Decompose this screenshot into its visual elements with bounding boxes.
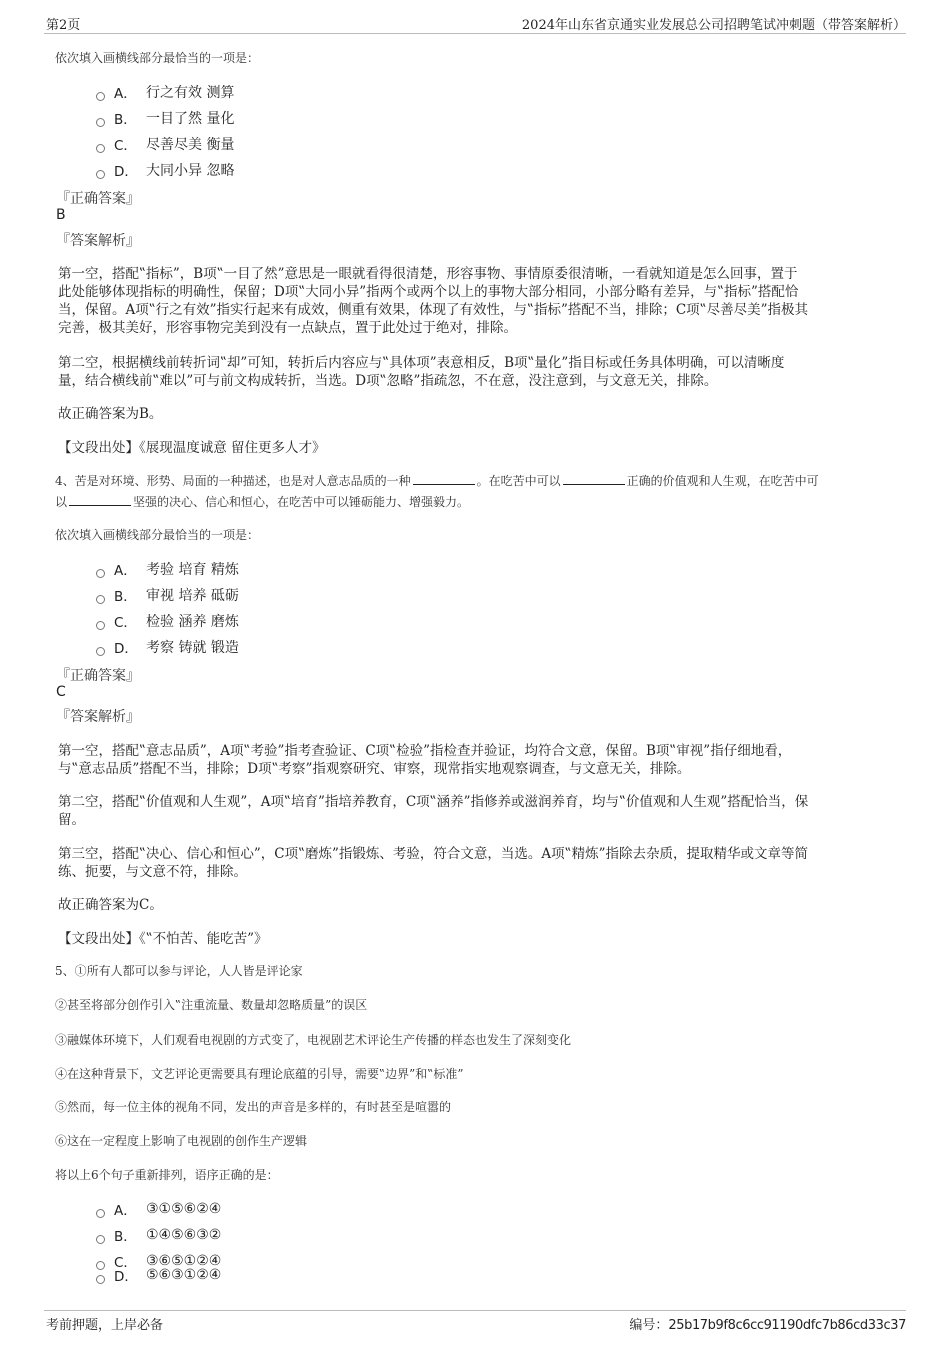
radio-icon[interactable] xyxy=(96,569,105,578)
q3-option-b[interactable]: B． 一目了然 量化 xyxy=(96,108,234,128)
radio-icon[interactable] xyxy=(96,621,105,630)
q3-option-d[interactable]: D． 大同小异 忽略 xyxy=(96,160,234,180)
radio-icon[interactable] xyxy=(96,1209,105,1218)
q3-conclusion: 故正确答案为B。 xyxy=(58,406,163,422)
q5-option-d[interactable]: D． ⑤⑥③①②④ xyxy=(96,1265,221,1285)
q4-answer: C xyxy=(56,684,66,700)
q4-analysis-line: 第三空，搭配‟决心、信心和恒心”，C项‟磨炼”指锻炼、考验，符合文意，当选。A项‟精炼”指除去杂质，提取精华或文章等简 xyxy=(58,846,808,862)
q3-answer-label: 『正确答案』 xyxy=(56,191,140,207)
q4-analysis-line: 第二空，搭配‟价值观和人生观”，A项‟培育”指培养教育，C项‟涵养”指修养或滋润养育，均与‟价值观和人生观”搭配恰当，保 xyxy=(58,794,809,810)
q4-option-c[interactable]: C． 检验 涵养 磨炼 xyxy=(96,611,239,631)
radio-icon[interactable] xyxy=(96,144,105,153)
footer-rule xyxy=(44,1310,906,1311)
q5-option-a[interactable]: A． ③①⑤⑥②④ xyxy=(96,1199,221,1219)
q4-analysis-line: 与‟意志品质”搭配不当，排除；D项‟考察”指观察研究、审察，现常指实地观察调查，与文意无关，排除。 xyxy=(58,761,691,777)
q5-prompt: 将以上6个句子重新排列，语序正确的是： xyxy=(55,1168,279,1182)
q4-analysis-label: 『答案解析』 xyxy=(56,709,140,725)
q3-prompt: 依次填入画横线部分最恰当的一项是： xyxy=(55,51,260,65)
q5-sentence: ②甚至将部分创作引入‟注重流量、数量却忽略质量”的误区 xyxy=(55,998,368,1012)
q4-analysis-line: 留。 xyxy=(58,812,85,828)
q5-sentence: ③融媒体环境下，人们观看电视剧的方式变了，电视剧艺术评论生产传播的样态也发生了深刻变化 xyxy=(55,1033,572,1047)
q4-prompt: 依次填入画横线部分最恰当的一项是： xyxy=(55,528,260,542)
q3-analysis-line: 当，保留。A项‟行之有效”指实行起来有成效，侧重有效果，体现了有效性，与‟指标”搭配不当，排除；C项‟尽善尽美”指极其 xyxy=(58,302,808,318)
page-number: 第2页 xyxy=(46,18,81,33)
radio-icon[interactable] xyxy=(96,595,105,604)
q3-analysis-line: 量，结合横线前‟难以”可与前文构成转折，当选。D项‟忽略”指疏忽，不在意，没注意到，与文意无关，排除。 xyxy=(58,373,718,389)
q3-option-c[interactable]: C． 尽善尽美 衡量 xyxy=(96,134,234,154)
answer-blank xyxy=(413,474,475,485)
q3-source: 【文段出处】《展现温度诚意 留住更多人才》 xyxy=(58,440,326,456)
radio-icon[interactable] xyxy=(96,170,105,179)
radio-icon[interactable] xyxy=(96,1235,105,1244)
footer-slogan: 考前押题，上岸必备 xyxy=(46,1318,164,1333)
q5-option-b[interactable]: B． ①④⑤⑥③② xyxy=(96,1225,221,1245)
q4-stem-line2: 以 坚强的决心、信心和恒心，在吃苦中可以锤砺能力、增强毅力。 xyxy=(55,495,470,509)
radio-icon[interactable] xyxy=(96,92,105,101)
q5-sentence: 5、①所有人都可以参与评论，人人皆是评论家 xyxy=(55,964,303,978)
radio-icon[interactable] xyxy=(96,118,105,127)
q3-answer: B xyxy=(56,207,66,223)
q5-option-c[interactable]: C． ③⑥⑤①②④ xyxy=(96,1251,221,1271)
document-title: 2024年山东省京通实业发展总公司招聘笔试冲刺题（带答案解析） xyxy=(521,18,906,33)
q4-option-a[interactable]: A． 考验 培育 精炼 xyxy=(96,559,239,579)
radio-icon[interactable] xyxy=(96,647,105,656)
q3-analysis-line: 完善，极其美好，形容事物完美到没有一点缺点，置于此处过于绝对，排除。 xyxy=(58,320,517,336)
q5-sentence: ⑤然而，每一位主体的视角不同，发出的声音是多样的，有时甚至是喧嚣的 xyxy=(55,1100,452,1114)
document-code: 编号：25b17b9f8c6cc91190dfc7b86cd33c37 xyxy=(629,1318,906,1333)
q4-conclusion: 故正确答案为C。 xyxy=(58,897,163,913)
q3-analysis-line: 第一空，搭配‟指标”，B项‟一目了然”意思是一眼就看得很清楚，形容事物、事情原委很清晰，一看就知道是怎么回事，置于 xyxy=(58,266,798,282)
q4-option-d[interactable]: D． 考察 铸就 锻造 xyxy=(96,637,239,657)
answer-blank xyxy=(563,474,625,485)
q4-analysis-line: 第一空，搭配‟意志品质”，A项‟考验”指考查验证、C项‟检验”指检查并验证，均符合文意，保留。B项‟审视”指仔细地看， xyxy=(58,743,792,759)
radio-icon[interactable] xyxy=(96,1275,105,1284)
q4-option-b[interactable]: B． 审视 培养 砥砺 xyxy=(96,585,239,605)
q3-analysis-line: 第二空，根据横线前转折词‟却”可知，转折后内容应与‟具体项”表意相反，B项‟量化”指目标或任务具体明确，可以清晰度 xyxy=(58,355,785,371)
q3-option-a[interactable]: A． 行之有效 测算 xyxy=(96,82,234,102)
q3-analysis-line: 此处能够体现指标的明确性，保留；D项‟大同小异”指两个或两个以上的事物大部分相同，小部分略有差异，与‟指标”搭配恰 xyxy=(58,284,799,300)
q4-stem-line1: 4、苦是对环境、形势、局面的一种描述，也是对人意志品质的一种 。在吃苦中可以 正确的价值观和人生观，在吃苦中可 xyxy=(55,474,819,488)
answer-blank xyxy=(69,495,131,506)
header-rule xyxy=(44,33,906,34)
q5-sentence: ⑥这在一定程度上影响了电视剧的创作生产逻辑 xyxy=(55,1134,308,1148)
q4-analysis-line: 练、扼要，与文意不符，排除。 xyxy=(58,864,247,880)
q4-source: 【文段出处】《‟不怕苦、能吃苦”》 xyxy=(58,931,268,947)
q3-analysis-label: 『答案解析』 xyxy=(56,233,140,249)
q5-sentence: ④在这种背景下，文艺评论更需要具有理论底蕴的引导，需要‟边界”和‟标准” xyxy=(55,1067,464,1081)
q4-answer-label: 『正确答案』 xyxy=(56,668,140,684)
